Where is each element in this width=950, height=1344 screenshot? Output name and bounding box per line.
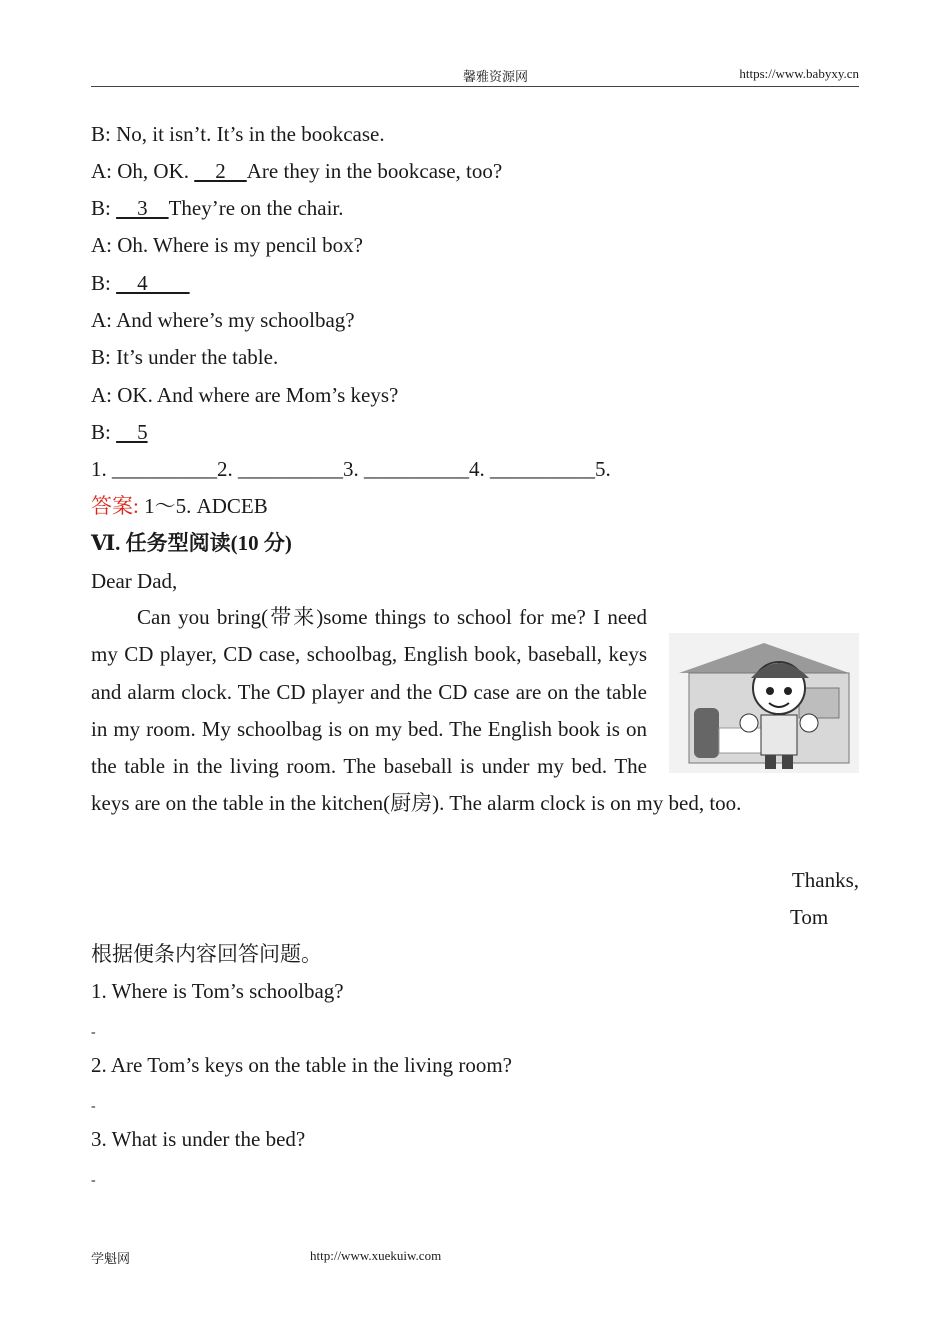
question-1: 1. Where is Tom’s schoolbag? [91, 979, 344, 1003]
dialogue-line-7: B: It’s under the table. [91, 345, 279, 369]
question-2: 2. Are Tom’s keys on the table in the living room? [91, 1053, 512, 1077]
dialogue-line-5: B: 4 [91, 271, 190, 295]
dialogue-line-4: A: Oh. Where is my pencil box? [91, 233, 363, 257]
header-site-name: 馨雅资源网 [463, 69, 529, 84]
answer-label: 答案: [91, 494, 139, 518]
dialogue-line-8: A: OK. And where are Mom’s keys? [91, 383, 399, 407]
answer-text: 1～5. ADCEB [144, 494, 268, 518]
dialogue-line-9: B: 5 [91, 420, 148, 444]
letter-body-text: Can you bring(带来)some things to school for me? I need my CD player, CD case, schoolbag, English book, baseball, keys and alarm clock. The CD player and the CD case are on the table in my room. My schoolbag is on my bed. The English book is on the table in the living room. The baseball is under my bed. The keys are on the table in the kitchen(厨房). The alarm clock is on my bed, too. [91, 605, 742, 816]
answer-space-3: - [91, 1173, 96, 1188]
letter-closing: Thanks, [791, 868, 859, 892]
section-title: Ⅵ. 任务型阅读(10 分) [91, 531, 292, 555]
footer-url: http://www.xuekuiw.com [310, 1248, 442, 1263]
page-header [91, 66, 859, 87]
cartoon-boy-at-post-office-icon [669, 633, 859, 773]
dialogue-line-2: A: Oh, OK. 2 Are they in the bookcase, too? [91, 159, 503, 183]
answer-space-2: - [91, 1099, 96, 1114]
dialogue-line-1: B: No, it isn’t. It’s in the bookcase. [91, 122, 385, 146]
letter-signature: Tom [790, 905, 829, 929]
instruction: 根据便条内容回答问题。 [91, 942, 322, 966]
dialogue-line-3: B: 3 They’re on the chair. [91, 196, 344, 220]
letter-body [91, 599, 859, 823]
answer-blanks: 1. __________2. __________3. __________4. __________5. [91, 457, 611, 481]
footer-site-name: 学魁网 [91, 1251, 131, 1266]
dialogue-line-6: A: And where’s my schoolbag? [91, 308, 355, 332]
question-3: 3. What is under the bed? [91, 1127, 306, 1151]
header-url: https://www.babyxy.cn [739, 66, 859, 81]
answer-line [91, 493, 268, 519]
document-page [91, 0, 859, 1344]
answer-space-1: - [91, 1025, 96, 1040]
letter-greeting: Dear Dad, [91, 569, 178, 593]
